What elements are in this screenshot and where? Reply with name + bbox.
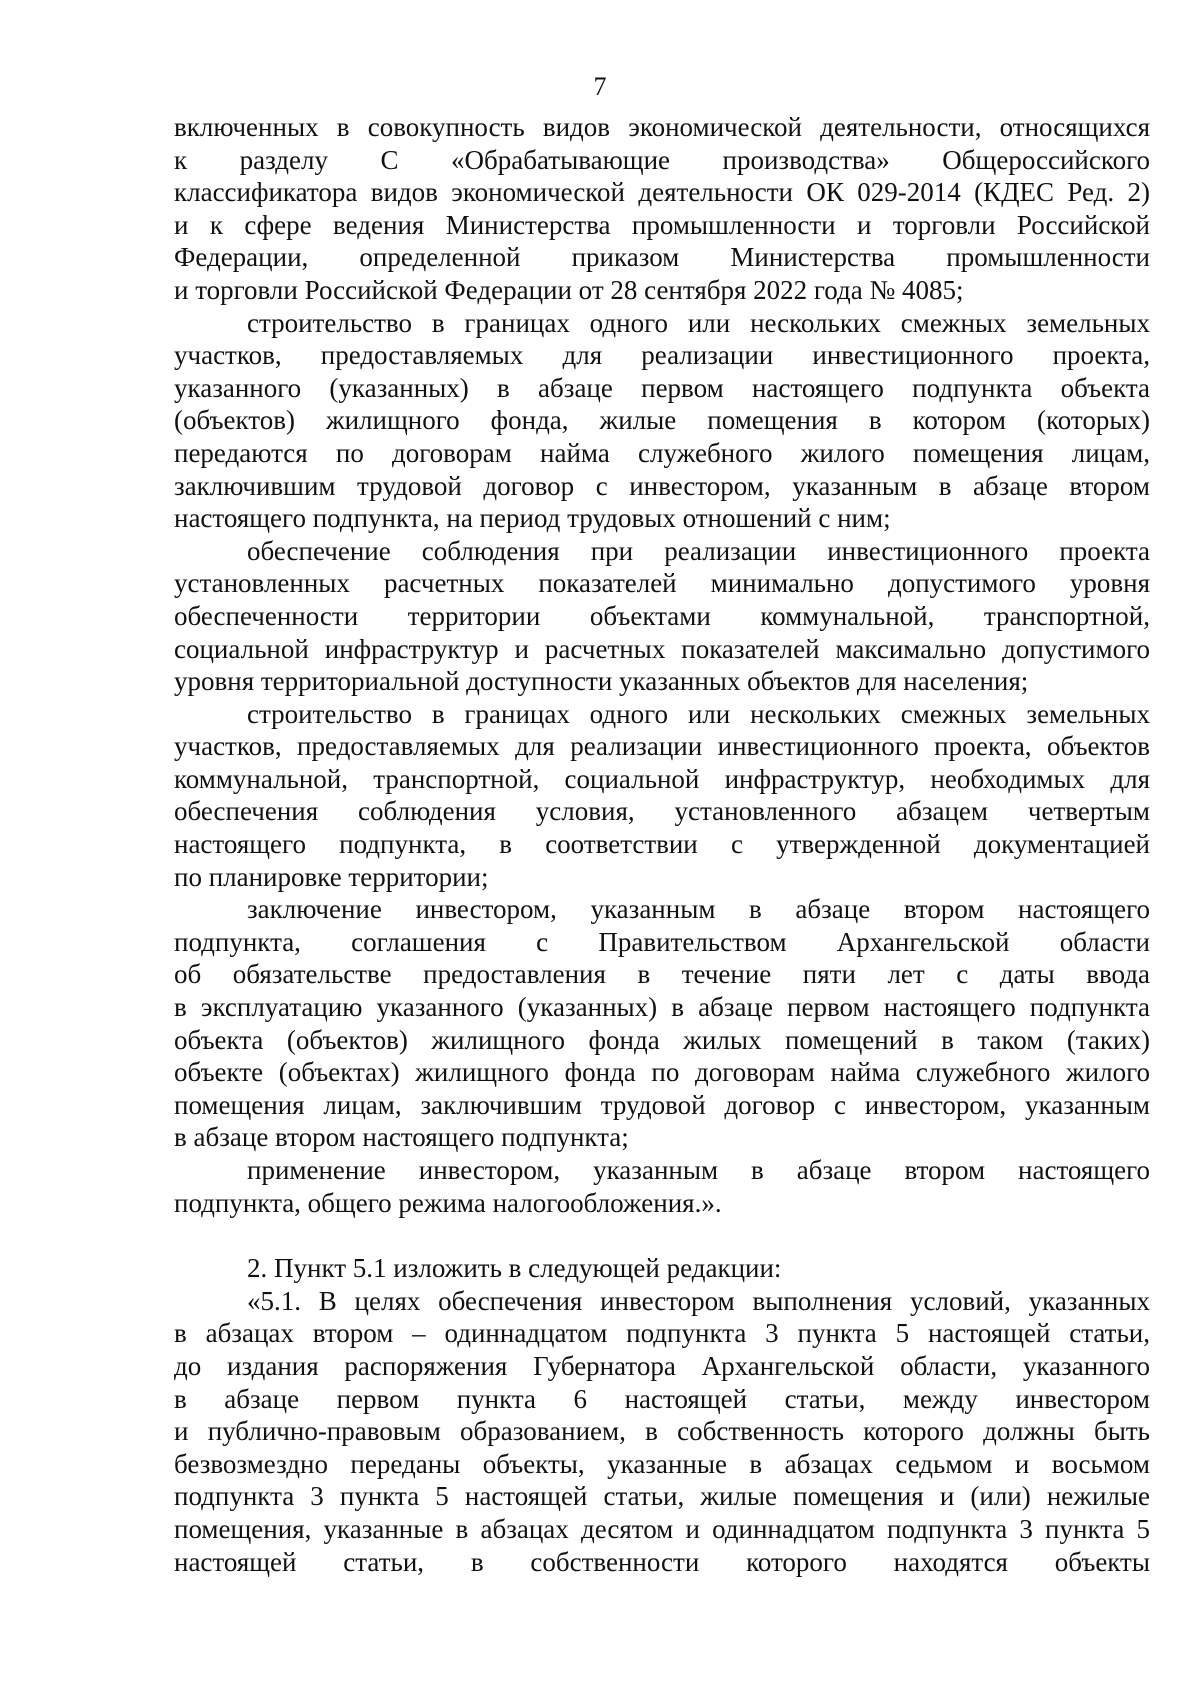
text-line: применение инвестором, указанным в абзаце втором настоящего [247,1155,1150,1185]
text-line: строительство в границах одного или нескольких смежных земельных [247,307,1150,338]
text-line: по планировке территории; [174,861,489,892]
text-line: передаются по договорам найма служебного жилого помещения лицам, [174,437,1150,468]
text-line: указанного (указанных) в абзаце первом настоящего подпункта объекта [174,372,1150,403]
paragraph [174,535,1150,698]
page-number: 7 [593,72,607,101]
paragraph [174,893,1150,1154]
text-line: 2. Пункт 5.1 изложить в следующей редакции: [247,1253,782,1284]
text-line: настоящего подпункта, в соответствии с утвержденной документацией [174,829,1150,860]
text-line: Федерации, определенной приказом Министерства промышленности [174,242,1150,273]
text-line: социальной инфраструктур и расчетных показателей максимально допустимого [174,633,1150,664]
document-body [174,111,1150,1578]
paragraph [174,1154,1150,1219]
text-line: подпункта, общего режима налогообложения.». [174,1187,722,1218]
text-line: коммунальной, транспортной, социальной инфраструктур, необходимых для [174,763,1150,794]
text-line: безвозмездно переданы объекты, указанные в абзацах седьмом и восьмом [174,1448,1150,1479]
text-line: обеспечения соблюдения условия, установленного абзацем четвертым [174,796,1150,827]
text-line: уровня территориальной доступности указанных объектов для населения; [174,666,1029,697]
paragraph [174,307,1150,535]
text-line: обеспечение соблюдения при реализации инвестиционного проекта [247,535,1150,566]
paragraph [174,1252,1150,1285]
text-line: в эксплуатацию указанного (указанных) в абзаце первом настоящего подпункта [174,992,1150,1023]
text-line: и торговли Российской Федерации от 28 сентября 2022 года № 4085; [174,274,964,305]
text-line: включенных в совокупность видов экономической деятельности, относящихся [174,112,1150,142]
text-line: объекте (объектах) жилищного фонда по договорам найма служебного жилого [174,1057,1150,1088]
text-line: в абзацах втором – одиннадцатом подпункта 3 пункта 5 настоящей статьи, [174,1318,1150,1349]
text-line: строительство в границах одного или нескольких смежных земельных [247,698,1150,729]
text-line: обеспеченности территории объектами коммунальной, транспортной, [174,600,1150,631]
text-line: настоящей статьи, в собственности которого находятся объекты [174,1546,1150,1577]
text-line: (объектов) жилищного фонда, жилые помещения в котором (которых) [174,405,1150,436]
text-line: и к сфере ведения Министерства промышленности и торговли Российской [174,209,1150,240]
text-line: классификатора видов экономической деятельности ОК 029-2014 (КДЕС Ред. 2) [174,177,1150,208]
text-line: объекта (объектов) жилищного фонда жилых помещений в таком (таких) [174,1024,1150,1055]
text-line: участков, предоставляемых для реализации инвестиционного проекта, [174,340,1150,371]
text-line: и публично-правовым образованием, в собственность которого должны быть [174,1416,1150,1447]
text-line: помещения, указанные в абзацах десятом и одиннадцатом подпункта 3 пункта 5 [174,1513,1150,1544]
text-line: подпункта, соглашения с Правительством Архангельской области [174,926,1150,957]
text-line: в абзаце первом пункта 6 настоящей статьи, между инвестором [174,1383,1150,1414]
paragraph [174,698,1150,894]
text-line: до издания распоряжения Губернатора Архангельской области, указанного [174,1350,1150,1381]
text-line: к разделу C «Обрабатывающие производства» Общероссийского [174,144,1150,175]
paragraph [174,1285,1150,1578]
text-line: «5.1. В целях обеспечения инвестором выполнения условий, указанных [247,1285,1150,1316]
text-line: настоящего подпункта, на период трудовых отношений с ним; [174,503,891,534]
paragraph [174,111,1150,307]
text-line: заключившим трудовой договор с инвестором, указанным в абзаце втором [174,470,1150,501]
text-line: участков, предоставляемых для реализации инвестиционного проекта, объектов [174,731,1150,762]
text-line: заключение инвестором, указанным в абзаце втором настоящего [247,894,1150,925]
text-line: в абзаце втором настоящего подпункта; [174,1122,629,1153]
text-line: установленных расчетных показателей минимально допустимого уровня [174,568,1150,599]
text-line: об обязательстве предоставления в течение пяти лет с даты ввода [174,959,1150,990]
text-line: помещения лицам, заключившим трудовой договор с инвестором, указанным [174,1089,1150,1120]
text-line: подпункта 3 пункта 5 настоящей статьи, жилые помещения и (или) нежилые [174,1481,1150,1512]
